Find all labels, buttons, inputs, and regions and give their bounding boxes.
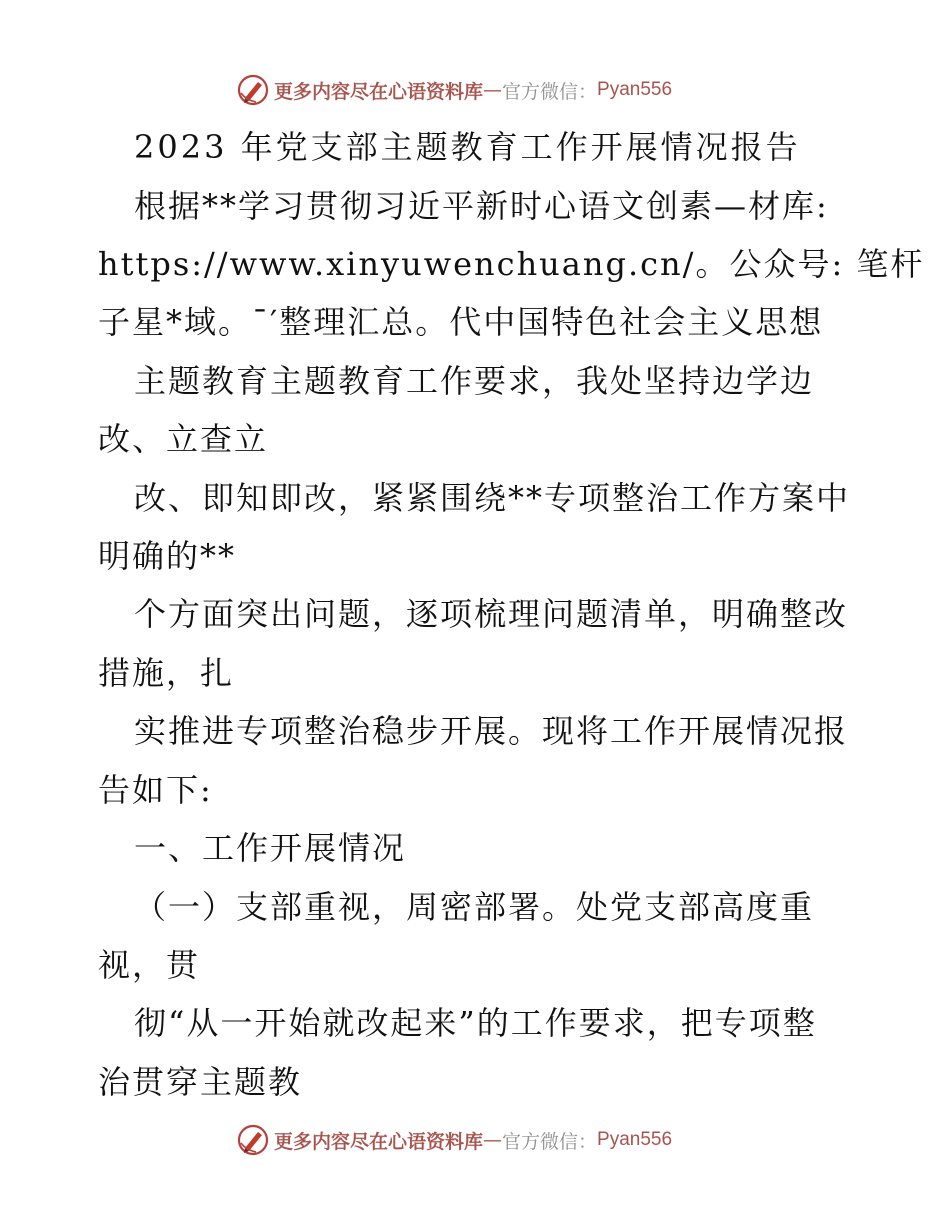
document-title: 2023 年党支部主题教育工作开展情况报告 [134, 128, 801, 166]
body-line: 彻“从一开始就改起来”的工作要求，把专项整 [134, 1004, 817, 1042]
body-line: 个方面突出问题，逐项梳理问题清单，明确整改 [134, 595, 849, 633]
body-line: 改、立查立 [98, 420, 269, 458]
body-line: 改、即知即改，紧紧围绕**专项整治工作方案中 [134, 479, 851, 517]
body-line: https://www.xinyuwenchuang.cn/。公众号: 笔杆 [98, 245, 925, 283]
watermark-dash: — [483, 79, 503, 101]
body-line: 治贯穿主题教 [98, 1063, 303, 1101]
watermark-main-text: 更多内容尽在心语资料库 [274, 80, 484, 103]
pen-logo-icon [236, 1123, 270, 1157]
section-heading: 一、工作开展情况 [134, 829, 407, 867]
body-line: 子星*域。¯′整理汇总。代中国特色社会主义思想 [98, 303, 824, 341]
body-line: （一）支部重视，周密部署。处党支部高度重 [134, 888, 815, 926]
watermark-account: Pyan556 [597, 79, 673, 100]
body-line: 主题教育主题教育工作要求，我处坚持边学边 [134, 362, 815, 400]
watermark-main-text: 更多内容尽在心语资料库 [274, 1130, 484, 1153]
body-line: 告如下: [98, 771, 213, 809]
watermark-official-label: 官方微信： [502, 1130, 598, 1153]
watermark-account: Pyan556 [597, 1129, 673, 1150]
body-line: 根据**学习贯彻习近平新时心语文创素—材库: [134, 187, 829, 225]
watermark-banner-top [236, 70, 672, 110]
watermark-dash: — [483, 1129, 503, 1151]
watermark-banner-bottom [236, 1120, 672, 1160]
body-line: 明确的** [98, 537, 237, 575]
pen-logo-icon [236, 73, 270, 107]
body-line: 实推进专项整治稳步开展。现将工作开展情况报 [134, 712, 849, 750]
body-line: 措施，扎 [98, 654, 235, 692]
body-line: 视，贯 [98, 946, 201, 984]
watermark-official-label: 官方微信： [502, 80, 598, 103]
